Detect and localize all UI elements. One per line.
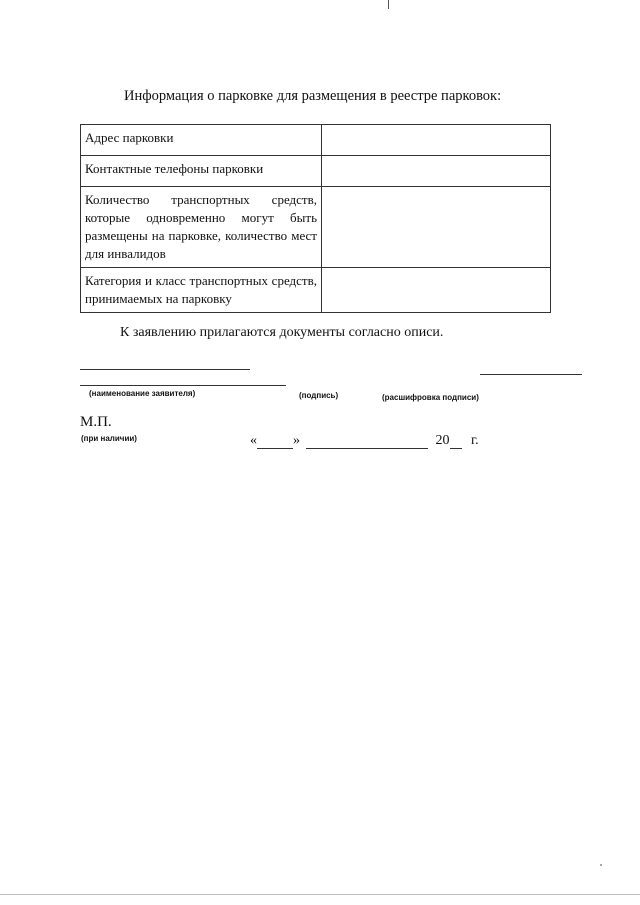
row-value-field <box>322 187 551 268</box>
row-label: Контактные телефоны парковки <box>81 156 322 187</box>
decoding-line <box>480 374 582 375</box>
applicant-line-upper <box>80 369 250 370</box>
row-label: Количество транспортных средств, которые одновременно могут быть размещены на парковке, количество мест для инвалидов <box>81 187 322 268</box>
month-blank <box>306 434 428 449</box>
parking-info-table <box>80 124 551 313</box>
signature-caption: (подпись) <box>299 391 339 400</box>
year-blank <box>450 434 462 449</box>
attachment-note: К заявлению прилагаются документы согласно описи. <box>120 325 444 340</box>
date-open-quote: « <box>250 433 257 448</box>
year-prefix: 20 <box>435 433 450 448</box>
table-row <box>81 125 551 156</box>
table-row <box>81 187 551 268</box>
table-row <box>81 268 551 313</box>
row-value-field <box>322 125 551 156</box>
scan-speck <box>600 864 602 866</box>
date-field <box>250 433 479 449</box>
year-suffix: г. <box>471 433 479 448</box>
scan-mark <box>388 0 389 9</box>
stamp-caption: (при наличии) <box>81 434 137 443</box>
decoding-caption: (расшифровка подписи) <box>382 393 479 402</box>
table-row <box>81 156 551 187</box>
row-value-field <box>322 156 551 187</box>
row-label: Адрес парковки <box>81 125 322 156</box>
date-close-quote: » <box>293 433 300 448</box>
scan-edge <box>0 894 640 895</box>
day-blank <box>257 434 293 449</box>
stamp-label: М.П. <box>80 414 112 430</box>
applicant-line-lower <box>80 385 286 386</box>
page-title: Информация о парковке для размещения в реестре парковок: <box>124 88 502 104</box>
row-label: Категория и класс транспортных средств, принимаемых на парковку <box>81 268 322 313</box>
row-value-field <box>322 268 551 313</box>
applicant-caption: (наименование заявителя) <box>89 389 196 398</box>
